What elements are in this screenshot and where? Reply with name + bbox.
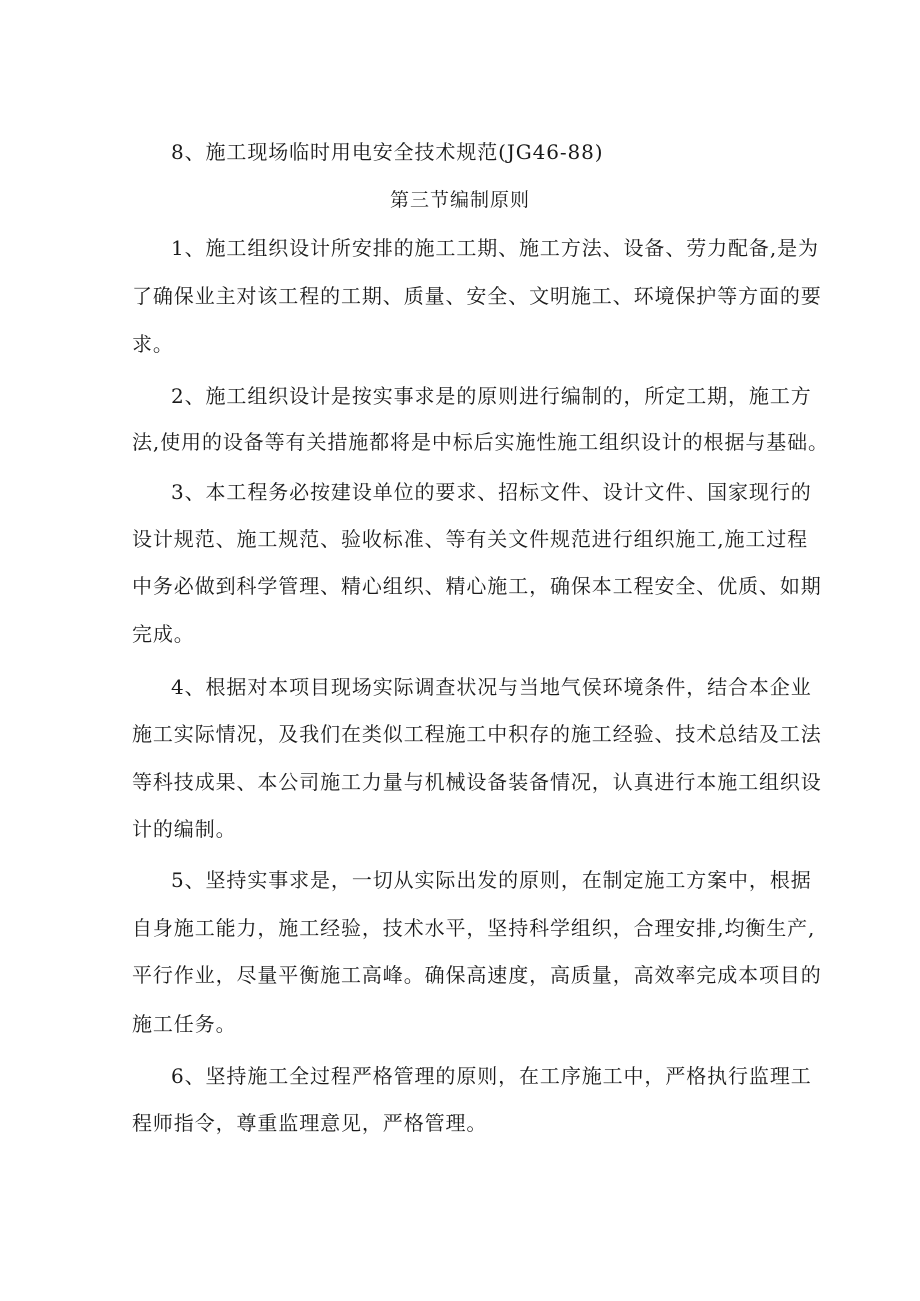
paragraph-line: 等科技成果、本公司施工力量与机械设备装备情况，认真进行本施工组织设 [132, 770, 822, 794]
paragraph-line: 施工实际情况，及我们在类似工程施工中积存的施工经验、技术总结及工法 [132, 722, 822, 746]
paragraph-line: 4、根据对本项目现场实际调查状况与当地气侯环境条件，结合本企业 [171, 675, 812, 699]
paragraph-line: 法,使用的设备等有关措施都将是中标后实施性施工组织设计的根据与基础。 [132, 430, 829, 454]
paragraph-line: 求。 [132, 332, 174, 356]
paragraph-line: 2、施工组织设计是按实事求是的原则进行编制的，所定工期，施工方 [171, 384, 812, 408]
paragraph-line: 平行作业，尽量平衡施工高峰。确保高速度，高质量，高效率完成本项目的 [132, 963, 822, 987]
paragraph-line: 6、坚持施工全过程严格管理的原则，在工序施工中，严格执行监理工 [171, 1064, 812, 1088]
paragraph-line: 施工任务。 [132, 1012, 237, 1036]
section-title: 第三节编制原则 [389, 189, 530, 211]
paragraph-line: 中务必做到科学管理、精心组织、精心施工，确保本工程安全、优质、如期 [132, 574, 822, 598]
paragraph-line: 设计规范、施工规范、验收标准、等有关文件规范进行组织施工,施工过程 [132, 527, 809, 551]
paragraph-line: 程师指令，尊重监理意见，严格管理。 [132, 1111, 488, 1135]
paragraph-line: 计的编制。 [132, 817, 237, 841]
paragraph-line: 1、施工组织设计所安排的施工工期、施工方法、设备、劳力配备,是为 [171, 236, 819, 260]
paragraph-line: 了确保业主对该工程的工期、质量、安全、文明施工、环境保护等方面的要 [132, 284, 822, 308]
reference-item: 8、施工现场临时用电安全技术规范(JG46-88) [171, 140, 604, 164]
paragraph-line: 3、本工程务必按建设单位的要求、招标文件、设计文件、国家现行的 [171, 480, 812, 504]
paragraph-line: 完成。 [132, 622, 195, 646]
paragraph-line: 自身施工能力，施工经验，技术水平，坚持科学组织，合理安排,均衡生产, [132, 916, 816, 940]
paragraph-line: 5、坚持实事求是，一切从实际出发的原则，在制定施工方案中，根据 [171, 868, 812, 892]
